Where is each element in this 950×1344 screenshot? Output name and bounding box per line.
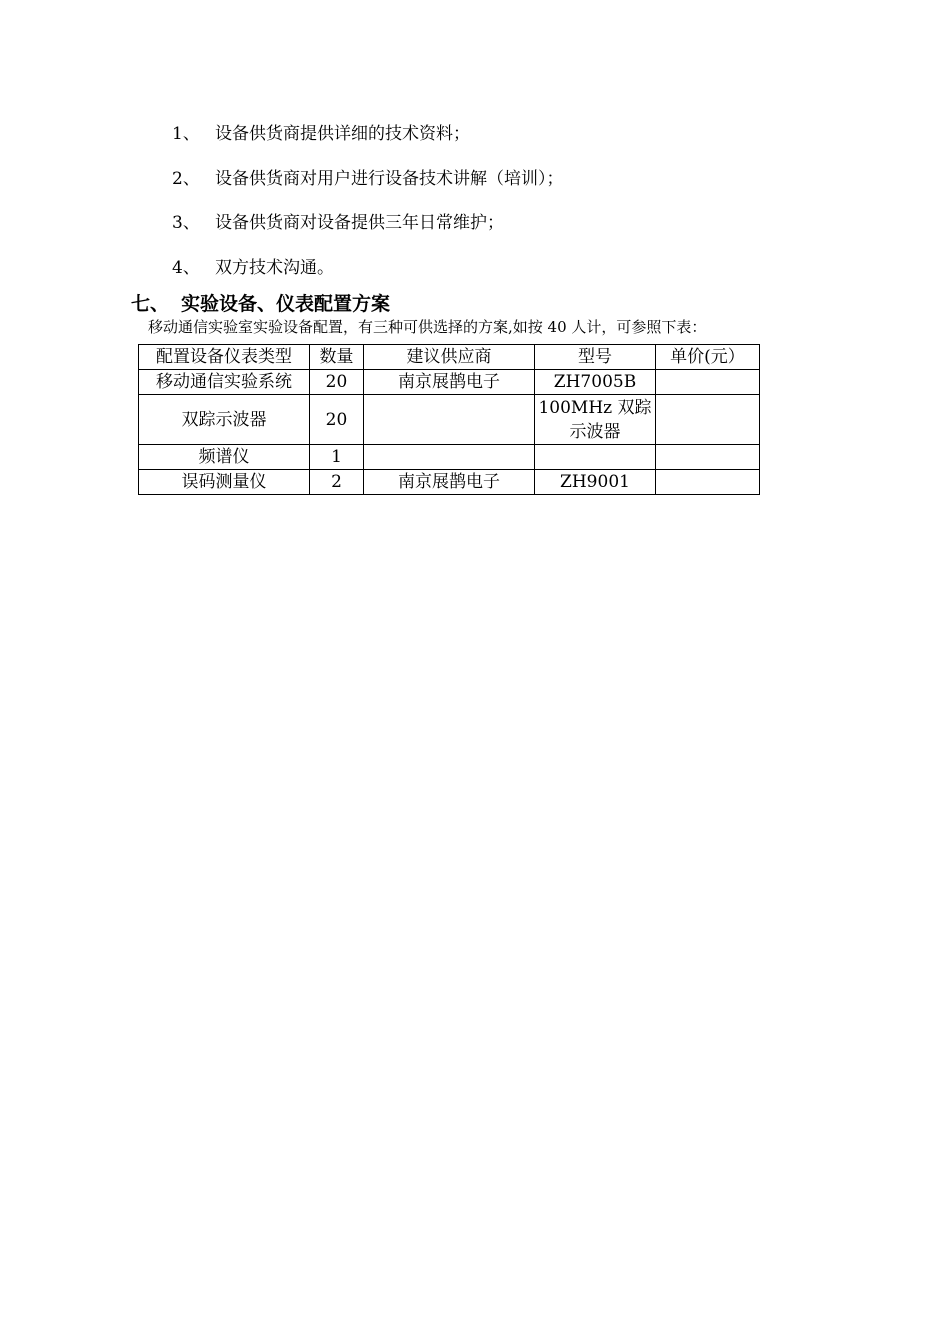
table-cell: 移动通信实验系统 [139, 370, 310, 395]
table-cell [364, 395, 535, 445]
list-item-text: 设备供货商提供详细的技术资料； [215, 124, 470, 144]
list-item-text: 双方技术沟通。 [215, 258, 334, 278]
table-cell [535, 445, 656, 470]
table-cell [656, 445, 760, 470]
table-cell: 100MHz 双踪示波器 [535, 395, 656, 445]
header-cell-price: 单价(元） [656, 345, 760, 370]
table-cell [656, 470, 760, 495]
table-cell [364, 445, 535, 470]
table-cell: ZH9001 [535, 470, 656, 495]
list-item [172, 211, 504, 235]
section-intro: 移动通信实验室实验设备配置，有三种可供选择的方案,如按 40 人计，可参照下表： [148, 318, 707, 336]
table-cell: 误码测量仪 [139, 470, 310, 495]
table-cell: 南京展鹊电子 [364, 370, 535, 395]
table-cell: ZH7005B [535, 370, 656, 395]
list-item-number: 4、 [172, 258, 200, 278]
equipment-table [138, 344, 760, 495]
list-item-text: 设备供货商对设备提供三年日常维护； [215, 213, 504, 233]
table-cell: 1 [310, 445, 364, 470]
header-cell-supplier: 建议供应商 [364, 345, 535, 370]
table-cell: 20 [310, 370, 364, 395]
list-item-number: 2、 [172, 169, 200, 189]
table-cell: 南京展鹊电子 [364, 470, 535, 495]
table-cell [656, 370, 760, 395]
section-number: 七、 [131, 293, 170, 315]
list-item [172, 167, 564, 191]
table-row [139, 470, 760, 495]
list-item [172, 122, 470, 146]
section-title: 实验设备、仪表配置方案 [181, 293, 391, 315]
list-item-number: 1、 [172, 124, 200, 144]
table-cell: 20 [310, 395, 364, 445]
table-row [139, 395, 760, 445]
header-cell-quantity: 数量 [310, 345, 364, 370]
section-heading [131, 290, 390, 318]
table-cell [656, 395, 760, 445]
table-header-row [139, 345, 760, 370]
header-cell-model: 型号 [535, 345, 656, 370]
list-item [172, 256, 334, 280]
table-cell: 双踪示波器 [139, 395, 310, 445]
table-row [139, 445, 760, 470]
table-row [139, 370, 760, 395]
table-cell: 频谱仪 [139, 445, 310, 470]
list-item-number: 3、 [172, 213, 200, 233]
header-cell-type: 配置设备仪表类型 [139, 345, 310, 370]
list-item-text: 设备供货商对用户进行设备技术讲解（培训）； [215, 169, 564, 189]
table-cell: 2 [310, 470, 364, 495]
